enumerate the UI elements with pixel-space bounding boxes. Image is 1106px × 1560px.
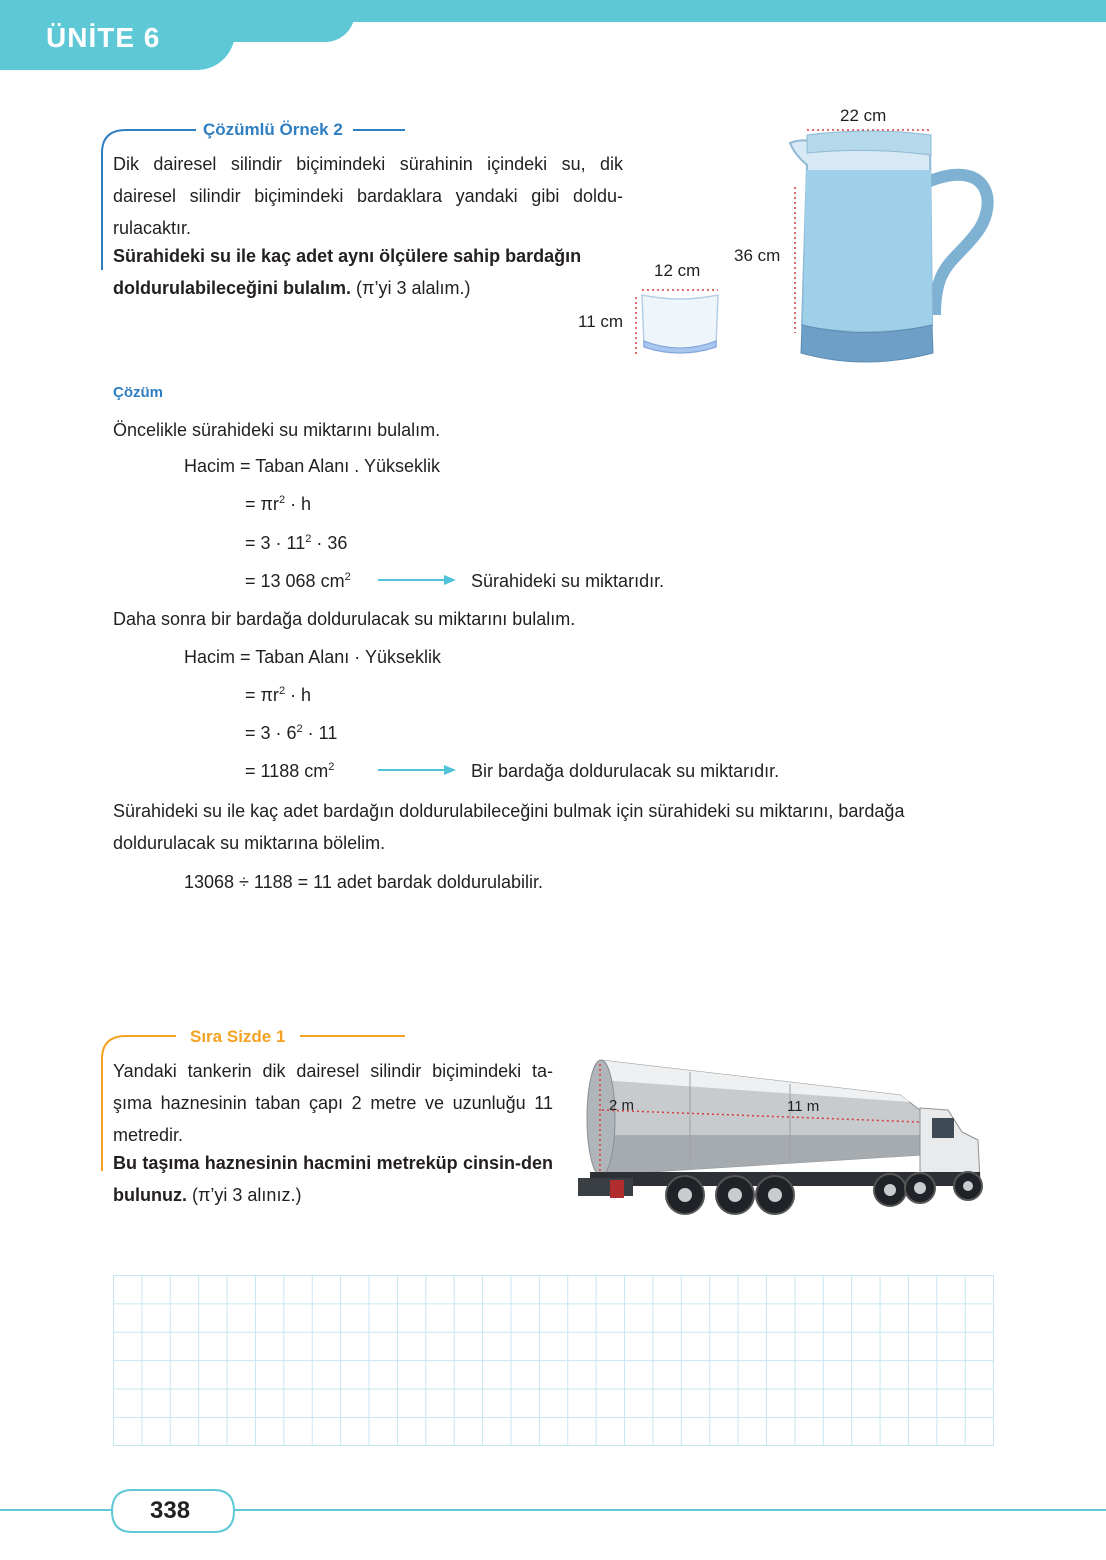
example-intro: Dik dairesel silindir biçimindeki sürahinin içindeki su, dik dairesel silindir biçimindeki bardaklara yandaki gibi doldu-rulacaktır.: [113, 154, 623, 238]
pitcher-result-exp: 2: [344, 571, 351, 583]
pitcher-step-2-main: = 3 · 11: [245, 533, 306, 553]
unit-label: ÜNİTE 6: [46, 22, 161, 53]
glass-result-note: Bir bardağa doldurulacak su miktarıdır.: [471, 761, 780, 781]
page-number: 338: [150, 1497, 191, 1524]
pitcher-result-value: = 13 068 cm: [245, 571, 345, 591]
pitcher-result: [245, 571, 351, 592]
pitcher-width-label: 22 cm: [840, 106, 887, 125]
glass-step-1-rest: · h: [285, 685, 312, 705]
example-question: [113, 240, 628, 304]
glass-step-1-exp: 2: [278, 685, 286, 697]
tanker-length-label: 11 m: [787, 1098, 820, 1115]
tanker-diameter-label: 2 m: [609, 1097, 635, 1114]
example-question-note: (π’yi 3 alalım.): [356, 278, 471, 298]
pitcher-height-label: 36 cm: [734, 246, 781, 265]
glass-step-2: [245, 723, 337, 744]
exercise-question-bold: Bu taşıma haznesinin hacmini metreküp cinsin-den bulunuz.: [113, 1153, 553, 1205]
glass-volume-formula: Hacim = Taban Alanı · Yükseklik: [184, 647, 441, 667]
pitcher-volume-formula: Hacim = Taban Alanı . Yükseklik: [184, 456, 440, 476]
pitcher-step-2: [245, 533, 347, 554]
exercise-question-note: (π’yi 3 alınız.): [192, 1185, 302, 1205]
pitcher-step-2-exp: 2: [305, 533, 312, 545]
pitcher-result-note: Sürahideki su miktarıdır.: [471, 571, 665, 591]
pitcher-step-1-main: = πr: [245, 494, 279, 514]
header-tab-extension: [220, 10, 355, 42]
solution-title: Çözüm: [113, 384, 163, 401]
tanker-image: [570, 1040, 990, 1240]
glass-height-label: 11 cm: [578, 312, 624, 331]
glass-step-2-exp: 2: [296, 723, 303, 735]
solution-intro-line: Öncelikle sürahideki su miktarını bulalım.: [113, 420, 441, 440]
example-question-bold: Sürahideki su ile kaç adet aynı ölçülere sahip bardağın doldurulabileceğini bulalım.: [113, 246, 582, 298]
exercise-intro: Yandaki tankerin dik dairesel silindir biçimindeki ta-şıma haznesinin taban çapı 2 metre ve uzunluğu 11 metredir.: [113, 1061, 553, 1145]
pitcher-image: [785, 125, 1000, 373]
arrow-right-icon: [378, 763, 458, 777]
glass-result-exp: 2: [328, 761, 335, 773]
glass-result-value: = 1188 cm: [245, 761, 329, 781]
pitcher-step-1: [245, 494, 311, 515]
pitcher-step-2-rest: · 36: [311, 533, 348, 553]
answer-grid[interactable]: [113, 1275, 994, 1446]
solution-glass-line: Daha sonra bir bardağa doldurulacak su miktarını bulalım.: [113, 609, 576, 629]
example-title: Çözümlü Örnek 2: [203, 120, 343, 139]
solution-final-answer: 13068 ÷ 1188 = 11 adet bardak doldurulabilir.: [184, 872, 543, 892]
glass-image: [630, 285, 735, 365]
pitcher-step-1-exp: 2: [278, 494, 286, 506]
exercise-title: Sıra Sizde 1: [190, 1027, 286, 1046]
glass-step-2-rest: · 11: [302, 723, 338, 743]
glass-width-label: 12 cm: [654, 261, 701, 280]
glass-step-1-main: = πr: [245, 685, 279, 705]
arrow-right-icon: [378, 573, 458, 587]
exercise-question: [113, 1147, 553, 1211]
solution-division-line: Sürahideki su ile kaç adet bardağın doldurulabileceğini bulmak için sürahideki su miktarını, bardağa doldurulacak su miktarına bölelim.: [113, 801, 905, 853]
glass-step-1: [245, 685, 311, 706]
glass-result: [245, 761, 334, 782]
pitcher-step-1-rest: · h: [285, 494, 312, 514]
glass-step-2-main: = 3 · 6: [245, 723, 297, 743]
